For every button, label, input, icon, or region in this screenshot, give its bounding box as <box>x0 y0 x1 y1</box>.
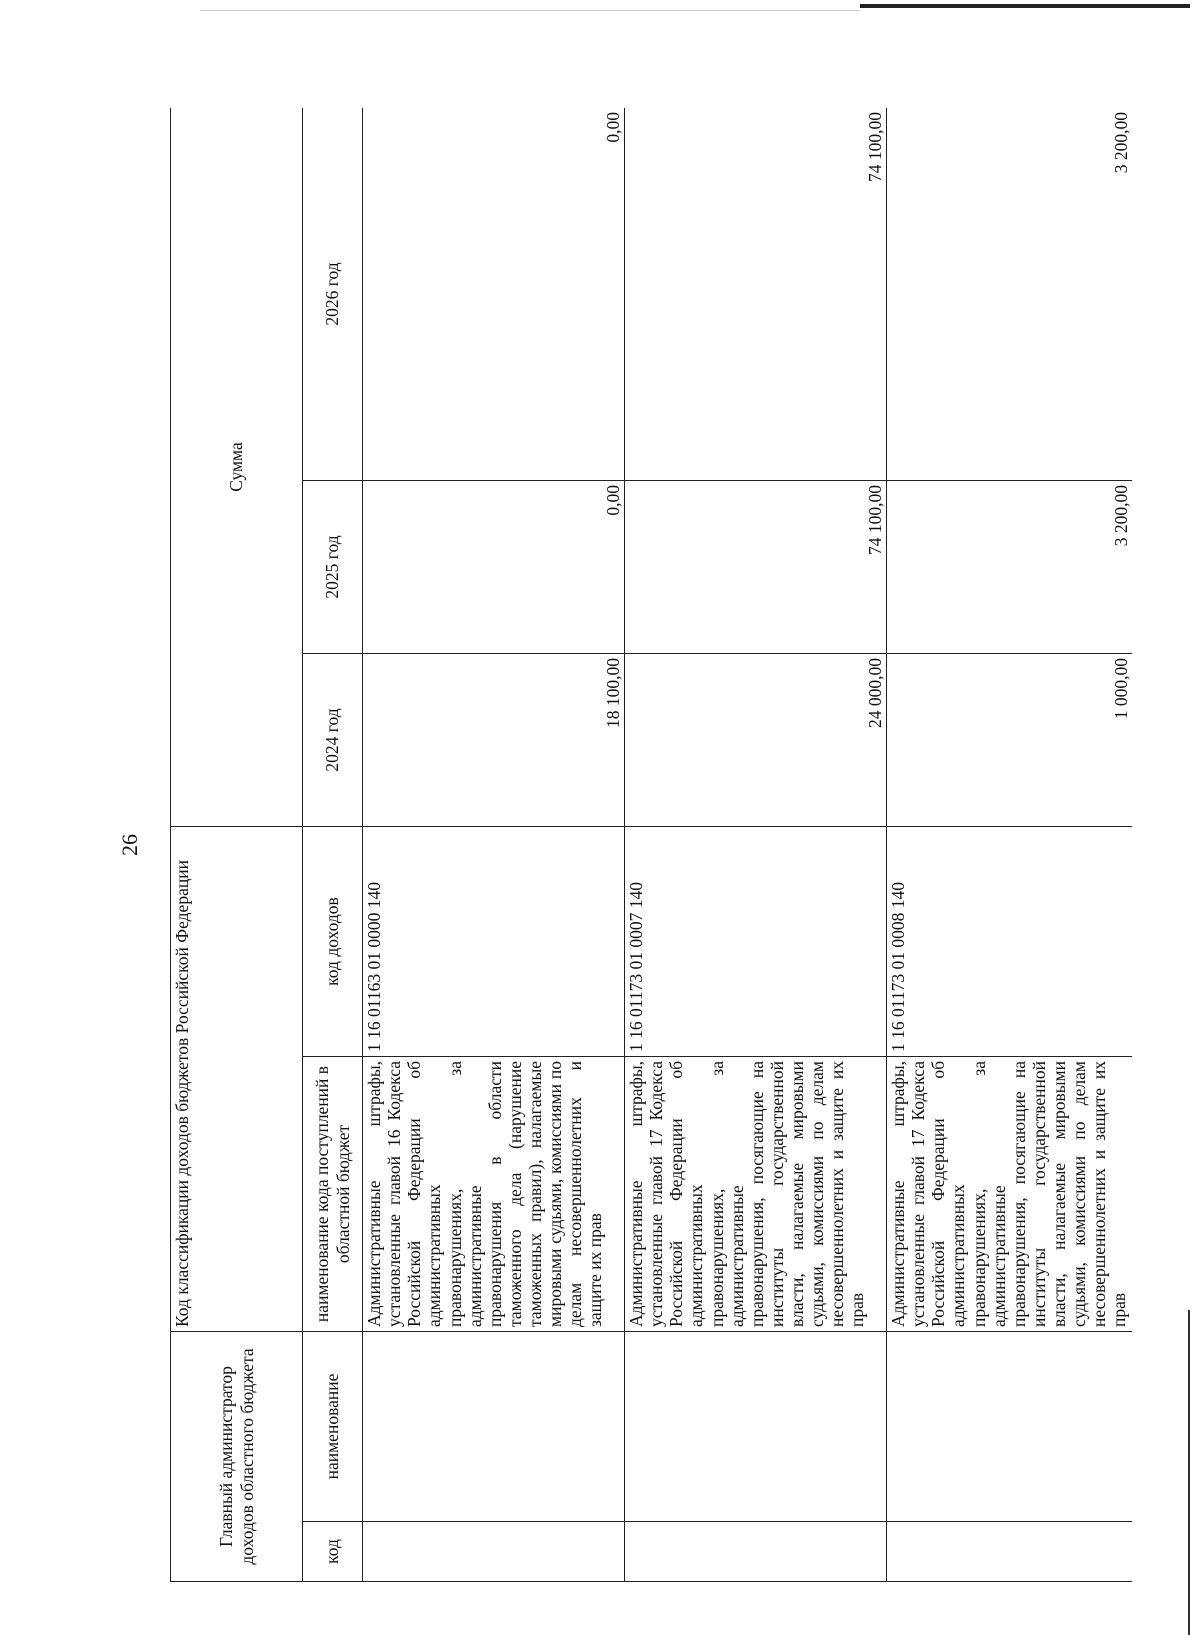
income-code-cell: 1 16 01173 01 0008 140 <box>887 827 1133 1057</box>
admin-code-cell <box>887 1522 1133 1582</box>
amount-2025-cell: 74 100,00 <box>625 481 887 654</box>
header-admin-group: Главный администратор доходов областного бюджета <box>171 1332 303 1582</box>
rotated-table-container <box>170 108 1132 1582</box>
page-number: 26 <box>117 834 142 856</box>
table-row <box>887 108 1133 1582</box>
scan-edge-top-thin <box>200 10 860 11</box>
scan-edge-top <box>860 4 1190 8</box>
header-name: наименование <box>303 1332 363 1522</box>
header-row-1 <box>171 108 303 1582</box>
amount-2026-cell: 3 200,00 <box>887 108 1133 481</box>
scan-edge-right <box>1188 1310 1190 1635</box>
income-name-cell: Административные штрафы, установленные главой 17 Кодекса Российской Федерации об административных правонарушениях, за административные правонарушения, посягающие на институты государственной власти, налагаемые мировыми судьями, комиссиями по делам несовершеннолетних и защите их прав <box>887 1057 1133 1332</box>
header-2025: 2025 год <box>303 481 363 654</box>
amount-2025-cell: 3 200,00 <box>887 481 1133 654</box>
header-sum-group: Сумма <box>171 108 303 827</box>
table-row <box>625 108 887 1582</box>
income-code-cell: 1 16 01163 01 0000 140 <box>363 827 625 1057</box>
table-row <box>363 108 625 1582</box>
admin-name-cell <box>887 1332 1133 1522</box>
header-income-name: наименование кода поступлений в областной бюджет <box>303 1057 363 1332</box>
header-2026: 2026 год <box>303 108 363 481</box>
document-page <box>170 108 1132 1582</box>
header-code: код <box>303 1522 363 1582</box>
header-classification-group: Код классификации доходов бюджетов Российской Федерации <box>171 827 303 1332</box>
header-income-code: код доходов <box>303 827 363 1057</box>
admin-code-cell <box>625 1522 887 1582</box>
admin-name-cell <box>625 1332 887 1522</box>
amount-2024-cell: 1 000,00 <box>887 654 1133 827</box>
income-name-cell: Административные штрафы, установленные главой 17 Кодекса Российской Федерации об административных правонарушениях, за административные правонарушения, посягающие на институты государственной власти, налагаемые мировыми судьями, комиссиями по делам несовершеннолетних и защите их прав <box>625 1057 887 1332</box>
admin-code-cell <box>363 1522 625 1582</box>
header-row-2 <box>303 108 363 1582</box>
amount-2025-cell: 0,00 <box>363 481 625 654</box>
income-code-cell: 1 16 01173 01 0007 140 <box>625 827 887 1057</box>
header-2024: 2024 год <box>303 654 363 827</box>
income-name-cell: Административные штрафы, установленные главой 16 Кодекса Российской Федерации об административных правонарушениях, за административные правонарушения в области таможенного дела (нарушение таможенных правил), налагаемые мировыми судьями, комиссиями по делам несовершеннолетних и защите их прав <box>363 1057 625 1332</box>
admin-name-cell <box>363 1332 625 1522</box>
amount-2024-cell: 24 000,00 <box>625 654 887 827</box>
amount-2024-cell: 18 100,00 <box>363 654 625 827</box>
income-table <box>170 108 1132 1582</box>
amount-2026-cell: 74 100,00 <box>625 108 887 481</box>
amount-2026-cell: 0,00 <box>363 108 625 481</box>
